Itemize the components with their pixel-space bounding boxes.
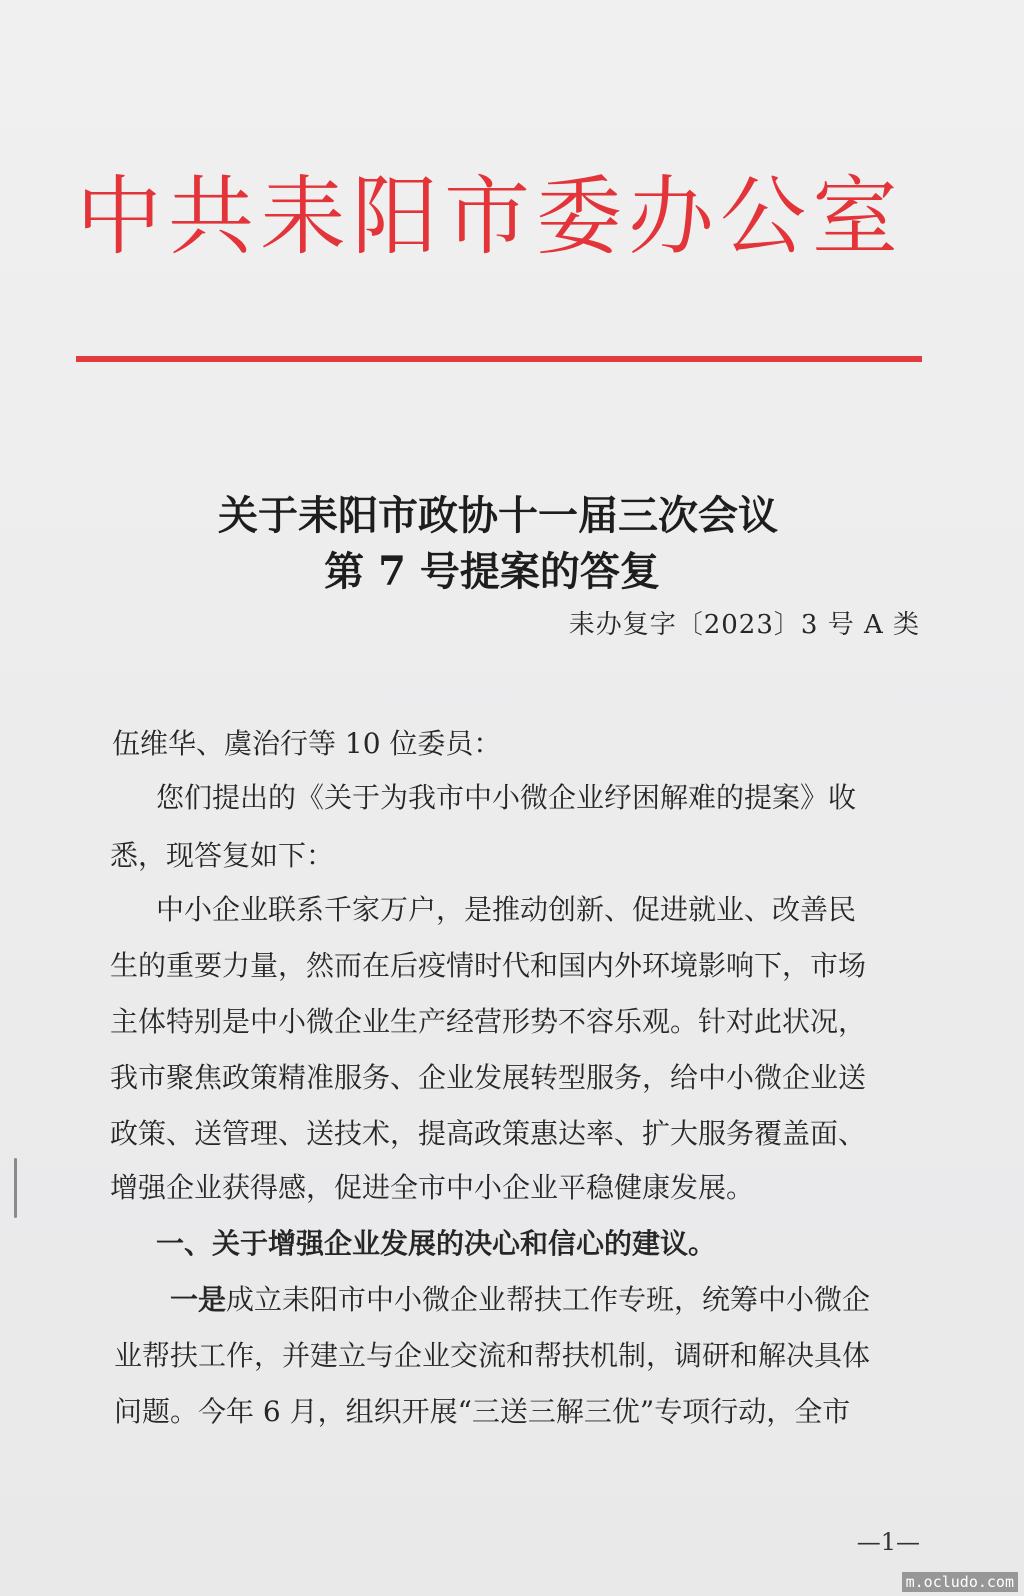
paragraph-2-line-1: 中小企业联系千家万户，是推动创新、促进就业、改善民 [156,893,857,926]
document-title-line-2: 第 7 号提案的答复 [324,548,660,595]
document-number: 耒办复字〔2023〕3 号 A 类 [568,610,920,640]
paragraph-3-line-1 [170,1272,978,1328]
paragraph-1-line-1: 您们提出的《关于为我市中小微企业纾困解难的提案》收 [156,781,857,814]
paragraph-2-line-4: 我市聚焦政策精准服务、企业发展转型服务，给中小微企业送 [110,1061,867,1094]
paragraph-2-line-5: 政策、送管理、送技术，提高政策惠达率、扩大服务覆盖面、 [110,1117,867,1150]
paragraph-3-line-1-text: 成立耒阳市中小微企业帮扶工作专班，统筹中小微企 [226,1283,871,1316]
paragraph-1-line-2: 悉，现答复如下： [110,839,335,872]
site-watermark: m.ocludo.com [902,1572,1018,1592]
page-number: —1— [856,1528,920,1556]
paragraph-2-line-3: 主体特别是中小微企业生产经营形势不容乐观。针对此状况， [110,1005,867,1038]
salutation: 伍维华、虞治行等 10 位委员： [112,727,502,760]
section-1-heading: 一、关于增强企业发展的决心和信心的建议。 [156,1227,717,1260]
issuing-office-header: 中共耒阳市委办公室 [76,167,904,267]
paragraph-2-line-6: 增强企业获得感，促进全市中小企业平稳健康发展。 [110,1171,755,1204]
paragraph-3-line-2: 业帮扶工作，并建立与企业交流和帮扶机制，调研和解决具体 [114,1339,871,1372]
paragraph-3-line-3: 问题。今年 6 月，组织开展“三送三解三优”专项行动，全市 [114,1395,851,1428]
paragraph-3-lead: 一是 [170,1283,227,1316]
document-title-line-1: 关于耒阳市政协十一届三次会议 [218,492,778,539]
paragraph-2-line-2: 生的重要力量，然而在后疫情时代和国内外环境影响下，市场 [110,949,867,982]
margin-binding-mark [14,1158,17,1218]
red-divider-rule [76,356,922,362]
